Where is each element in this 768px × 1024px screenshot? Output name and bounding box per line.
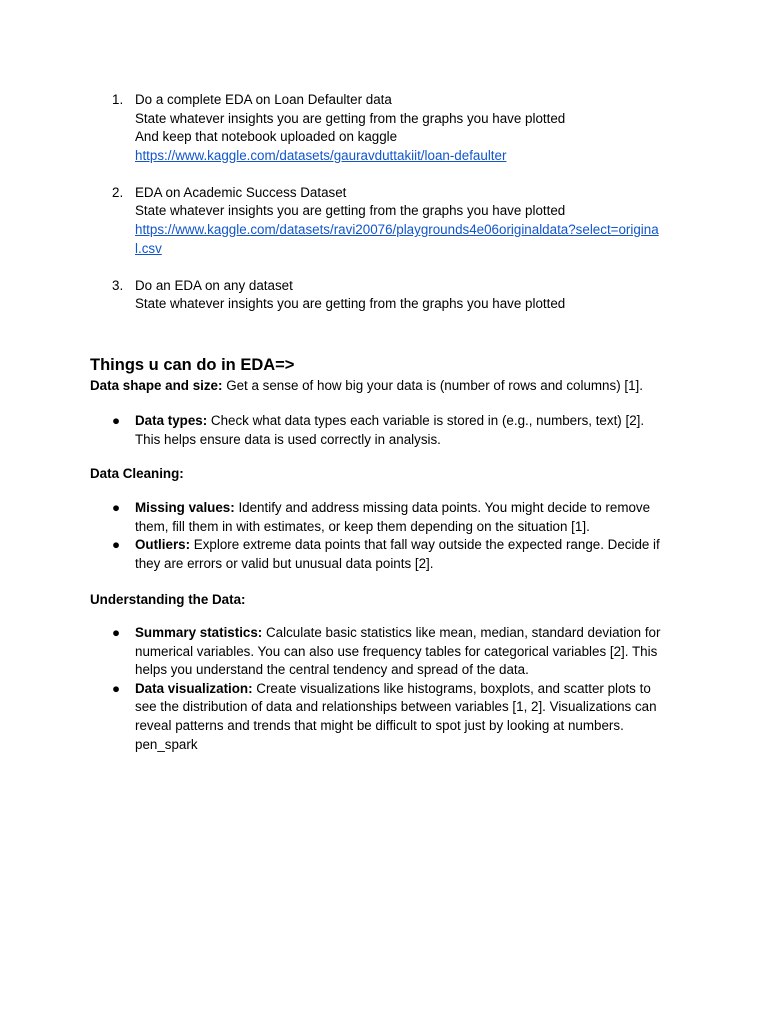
bullet-icon: ● [112, 413, 121, 428]
bullet-icon: ● [112, 625, 121, 640]
academic-success-link-continued[interactable]: l.csv [135, 240, 162, 256]
list-item-data-types [90, 412, 690, 449]
data-visualization-text-continued: see the distribution of data and relationships between variables [1, 2]. Visualizations can [135, 699, 657, 715]
task-item-1 [90, 91, 690, 165]
data-visualization-label: Data visualization: [135, 680, 253, 696]
data-types-list [90, 412, 690, 449]
understanding-list [90, 624, 690, 754]
list-item-missing-values [90, 499, 690, 536]
task-line: State whatever insights you are getting from the graphs you have plotted [135, 110, 566, 126]
task-item-2 [90, 184, 690, 258]
task-line: Do an EDA on any dataset [135, 277, 293, 293]
outliers-label: Outliers: [135, 537, 191, 553]
eda-heading-text: Things u can do in EDA=> [90, 356, 295, 374]
data-shape-paragraph [90, 377, 690, 396]
summary-statistics-label: Summary statistics: [135, 625, 263, 640]
data-cleaning-list [90, 499, 690, 573]
summary-statistics-text-continued: helps you understand the central tendency and spread of the data. [135, 662, 529, 678]
data-cleaning-heading-text: Data Cleaning: [90, 466, 184, 481]
list-item-outliers [90, 536, 690, 573]
data-types-text: Check what data types each variable is stored in (e.g., numbers, text) [2]. [207, 413, 645, 428]
eda-heading [90, 355, 294, 375]
data-visualization-text: Create visualizations like histograms, boxplots, and scatter plots to [252, 680, 651, 696]
task-line: And keep that notebook uploaded on kaggle [135, 129, 398, 145]
list-item-summary-statistics [90, 624, 690, 680]
understanding-heading-text: Understanding the Data: [90, 592, 246, 607]
outliers-text-continued: they are errors or valid but unusual data points [2]. [135, 555, 434, 571]
missing-values-text: Identify and address missing data points. You might decide to remove [234, 500, 651, 515]
data-shape-text: Get a sense of how big your data is (number of rows and columns) [1]. [222, 378, 643, 393]
task-number: 3. [112, 277, 124, 293]
data-cleaning-heading [90, 465, 690, 484]
pen-spark-text: pen_spark [135, 736, 198, 752]
summary-statistics-text-continued: numerical variables. You can also use frequency tables for categorical variables [2]. This [135, 643, 658, 659]
task-number: 1. [112, 92, 124, 107]
list-item-data-visualization [90, 680, 690, 754]
task-line: State whatever insights you are getting from the graphs you have plotted [135, 296, 566, 312]
outliers-text: Explore extreme data points that fall way outside the expected range. Decide if [190, 537, 660, 553]
summary-statistics-text: Calculate basic statistics like mean, median, standard deviation for [262, 625, 661, 640]
task-line: Do a complete EDA on Loan Defaulter data [135, 92, 392, 107]
data-types-label: Data types: [135, 413, 208, 428]
task-line: State whatever insights you are getting from the graphs you have plotted [135, 203, 566, 219]
missing-values-text-continued: them, fill them in with estimates, or keep them depending on the situation [1]. [135, 518, 590, 534]
task-item-3 [90, 277, 690, 314]
loan-defaulter-link[interactable]: https://www.kaggle.com/datasets/gauravduttakiit/loan-defaulter [135, 147, 507, 163]
academic-success-link[interactable]: https://www.kaggle.com/datasets/ravi20076/playgrounds4e06originaldata?select=origina [135, 222, 659, 238]
data-types-text-continued: This helps ensure data is used correctly in analysis. [135, 431, 441, 447]
bullet-icon: ● [112, 500, 121, 515]
bullet-icon: ● [112, 680, 121, 696]
task-number: 2. [112, 184, 124, 200]
task-list [90, 91, 690, 332]
data-shape-label: Data shape and size: [90, 378, 223, 393]
task-line: EDA on Academic Success Dataset [135, 184, 347, 200]
bullet-icon: ● [112, 537, 121, 553]
data-visualization-text-continued: reveal patterns and trends that might be difficult to spot just by looking at numbers. [135, 717, 624, 733]
understanding-heading [90, 591, 690, 610]
missing-values-label: Missing values: [135, 500, 235, 515]
